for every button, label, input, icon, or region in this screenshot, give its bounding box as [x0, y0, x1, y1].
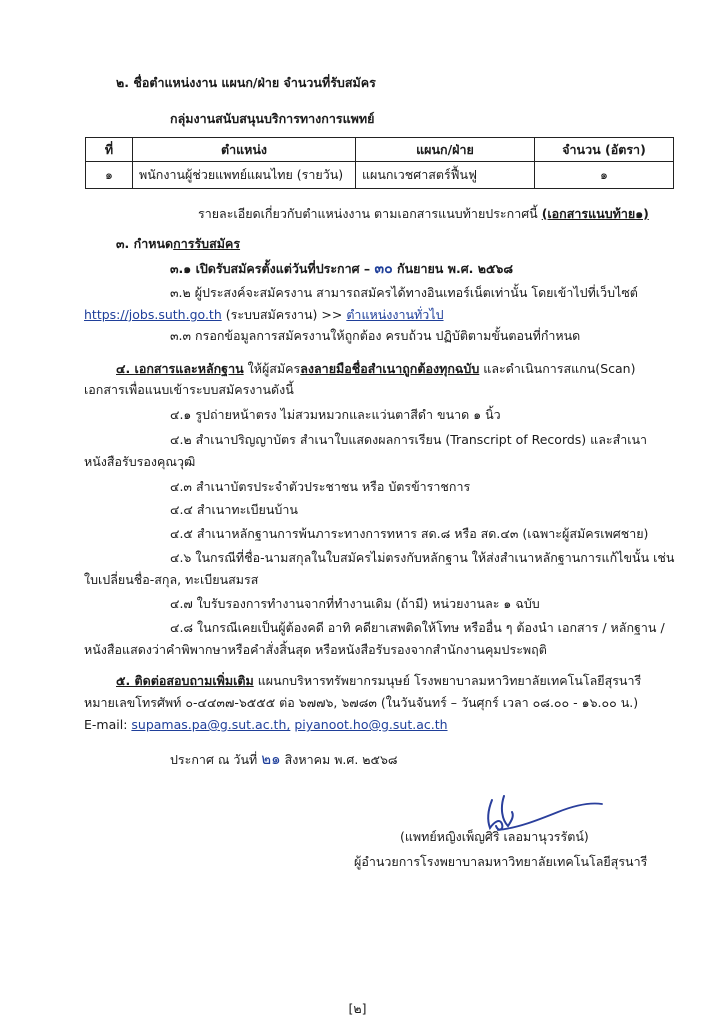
section2-note	[198, 205, 649, 223]
section3-heading-underlined: การรับสมัคร	[173, 236, 241, 251]
table-header-no: ที่	[86, 138, 133, 162]
section3-item1	[170, 260, 513, 278]
position-table	[85, 137, 674, 189]
section4-heading: ๔. เอกสารและหลักฐาน	[116, 361, 244, 376]
table-row	[86, 162, 674, 189]
section4-intro	[116, 360, 635, 378]
table-header-department: แผนก/ฝ่าย	[356, 138, 535, 162]
section3-item2-line2	[84, 306, 444, 324]
section4-item5: ๔.๕ สำเนาหลักฐานการพ้นภาระทางการทหาร สด.๘ หรือ สด.๔๓ (เฉพาะผู้สมัครเพศชาย)	[170, 526, 649, 541]
section3-item2-line1: ๓.๒ ผู้ประสงค์จะสมัครงาน สามารถสมัครได้ทางอินเทอร์เน็ตเท่านั้น โดยเข้าไปที่เว็บไซต์	[170, 285, 638, 300]
section5-line1	[116, 672, 641, 690]
section4-item6-line2: ใบเปลี่ยนชื่อ-สกุล, ทะเบียนสมรส	[84, 572, 259, 587]
section3-item3: ๓.๓ กรอกข้อมูลการสมัครงานให้ถูกต้อง ครบถ้วน ปฏิบัติตามขั้นตอนที่กำหนด	[170, 328, 581, 343]
table-header-position: ตำแหน่ง	[133, 138, 356, 162]
section4-item7: ๔.๗ ใบรับรองการทำงานจากที่ทำงานเดิม (ถ้ามี) หน่วยงานละ ๑ ฉบับ	[170, 596, 540, 611]
table-cell-no: ๑	[86, 162, 133, 189]
section4-intro-emphasis: ลงลายมือชื่อสำเนาถูกต้องทุกฉบับ	[300, 361, 480, 376]
general-positions-link[interactable]: ตำแหน่งงานทั่วไป	[346, 307, 444, 322]
section3-item1-text: ๓.๑ เปิดรับสมัครตั้งแต่วันที่ประกาศ –	[170, 261, 371, 276]
section3-item1-date: กันยายน พ.ศ. ๒๕๖๘	[397, 261, 514, 276]
section4-item2-line2: หนังสือรับรองคุณวุฒิ	[84, 454, 196, 469]
section4-intro-line2: เอกสารเพื่อแนบเข้าระบบสมัครงานดังนี้	[84, 382, 294, 397]
table-header-count: จำนวน (อัตรา)	[535, 138, 674, 162]
section2-note-text: รายละเอียดเกี่ยวกับตำแหน่งงาน ตามเอกสารแนบท้ายประกาศนี้	[198, 206, 538, 221]
section5-email-line	[84, 716, 448, 734]
email-link-1[interactable]: supamas.pa@g.sut.ac.th,	[131, 717, 291, 732]
table-header-row	[86, 138, 674, 162]
section4-intro-b: และดำเนินการสแกน(Scan)	[483, 361, 636, 376]
section4-intro-a: ให้ผู้สมัคร	[247, 361, 301, 376]
section3-item2-middle: (ระบบสมัครงาน) >>	[225, 307, 343, 322]
email-link-2[interactable]: piyanoot.ho@g.sut.ac.th	[294, 717, 448, 732]
announce-date	[170, 750, 398, 769]
section4-item8-line2: หนังสือแสดงว่าคำพิพากษาหรือคำสั่งสิ้นสุด หรือหนังสือรับรองจากสำนักงานคุมประพฤติ	[84, 642, 547, 657]
section5-phone: หมายเลขโทรศัพท์ ๐-๔๔๓๗-๖๕๕๕ ต่อ ๖๗๗๖, ๖๗๘๓ (ในวันจันทร์ – วันศุกร์ เวลา ๐๘.๐๐ - ๑๖.๐๐ น.)	[84, 695, 639, 710]
table-cell-count: ๑	[535, 162, 674, 189]
section4-item4: ๔.๔ สำเนาทะเบียนบ้าน	[170, 502, 298, 517]
section4-item1: ๔.๑ รูปถ่ายหน้าตรง ไม่สวมหมวกและแว่นตาสีดำ ขนาด ๑ นิ้ว	[170, 407, 501, 422]
page-number: [๒]	[348, 1001, 367, 1016]
announce-day: ๒๑	[261, 750, 281, 768]
jobs-website-link[interactable]: https://jobs.suth.go.th	[84, 307, 222, 322]
section5-line1-rest: แผนกบริหารทรัพยากรมนุษย์ โรงพยาบาลมหาวิทยาลัยเทคโนโลยีสุรนารี	[257, 673, 642, 688]
signatory-title: ผู้อำนวยการโรงพยาบาลมหาวิทยาลัยเทคโนโลยีสุรนารี	[354, 854, 648, 869]
section2-heading: ๒. ชื่อตำแหน่งงาน แผนก/ฝ่าย จำนวนที่รับสมัคร	[116, 75, 376, 90]
announce-month-year: สิงหาคม พ.ศ. ๒๕๖๘	[284, 752, 398, 767]
section4-item3: ๔.๓ สำเนาบัตรประจำตัวประชาชน หรือ บัตรข้าราชการ	[170, 479, 471, 494]
announce-prefix: ประกาศ ณ วันที่	[170, 752, 258, 767]
section3-heading-prefix: ๓. กำหนด	[116, 236, 174, 251]
section4-item6-line1: ๔.๖ ในกรณีที่ชื่อ-นามสกุลในใบสมัครไม่ตรงกับหลักฐาน ให้ส่งสำเนาหลักฐานการแก้ไขนั้น เช่น	[170, 550, 675, 565]
section3-heading	[116, 235, 240, 253]
attachment-link[interactable]: (เอกสารแนบท้าย๑)	[541, 206, 649, 221]
section5-heading: ๕. ติดต่อสอบถามเพิ่มเติม	[116, 673, 254, 688]
signatory-name: (แพทย์หญิงเพ็ญศิริ เลอมานุวรรัตน์)	[400, 829, 589, 844]
section4-item8-line1: ๔.๘ ในกรณีเคยเป็นผู้ต้องคดี อาทิ คดียาเสพติดให้โทษ หรืออื่น ๆ ต้องนำ เอกสาร / หลักฐาน /	[170, 620, 665, 635]
section4-item2-line1: ๔.๒ สำเนาปริญญาบัตร สำเนาใบแสดงผลการเรียน (Transcript of Records) และสำเนา	[170, 432, 648, 447]
table-cell-department: แผนกเวชศาสตร์ฟื้นฟู	[356, 162, 535, 189]
section2-group: กลุ่มงานสนับสนุนบริการทางการแพทย์	[170, 111, 375, 126]
section3-item1-day: ๓๐	[374, 261, 393, 277]
email-label: E-mail:	[84, 717, 128, 732]
table-cell-position: พนักงานผู้ช่วยแพทย์แผนไทย (รายวัน)	[133, 162, 356, 189]
